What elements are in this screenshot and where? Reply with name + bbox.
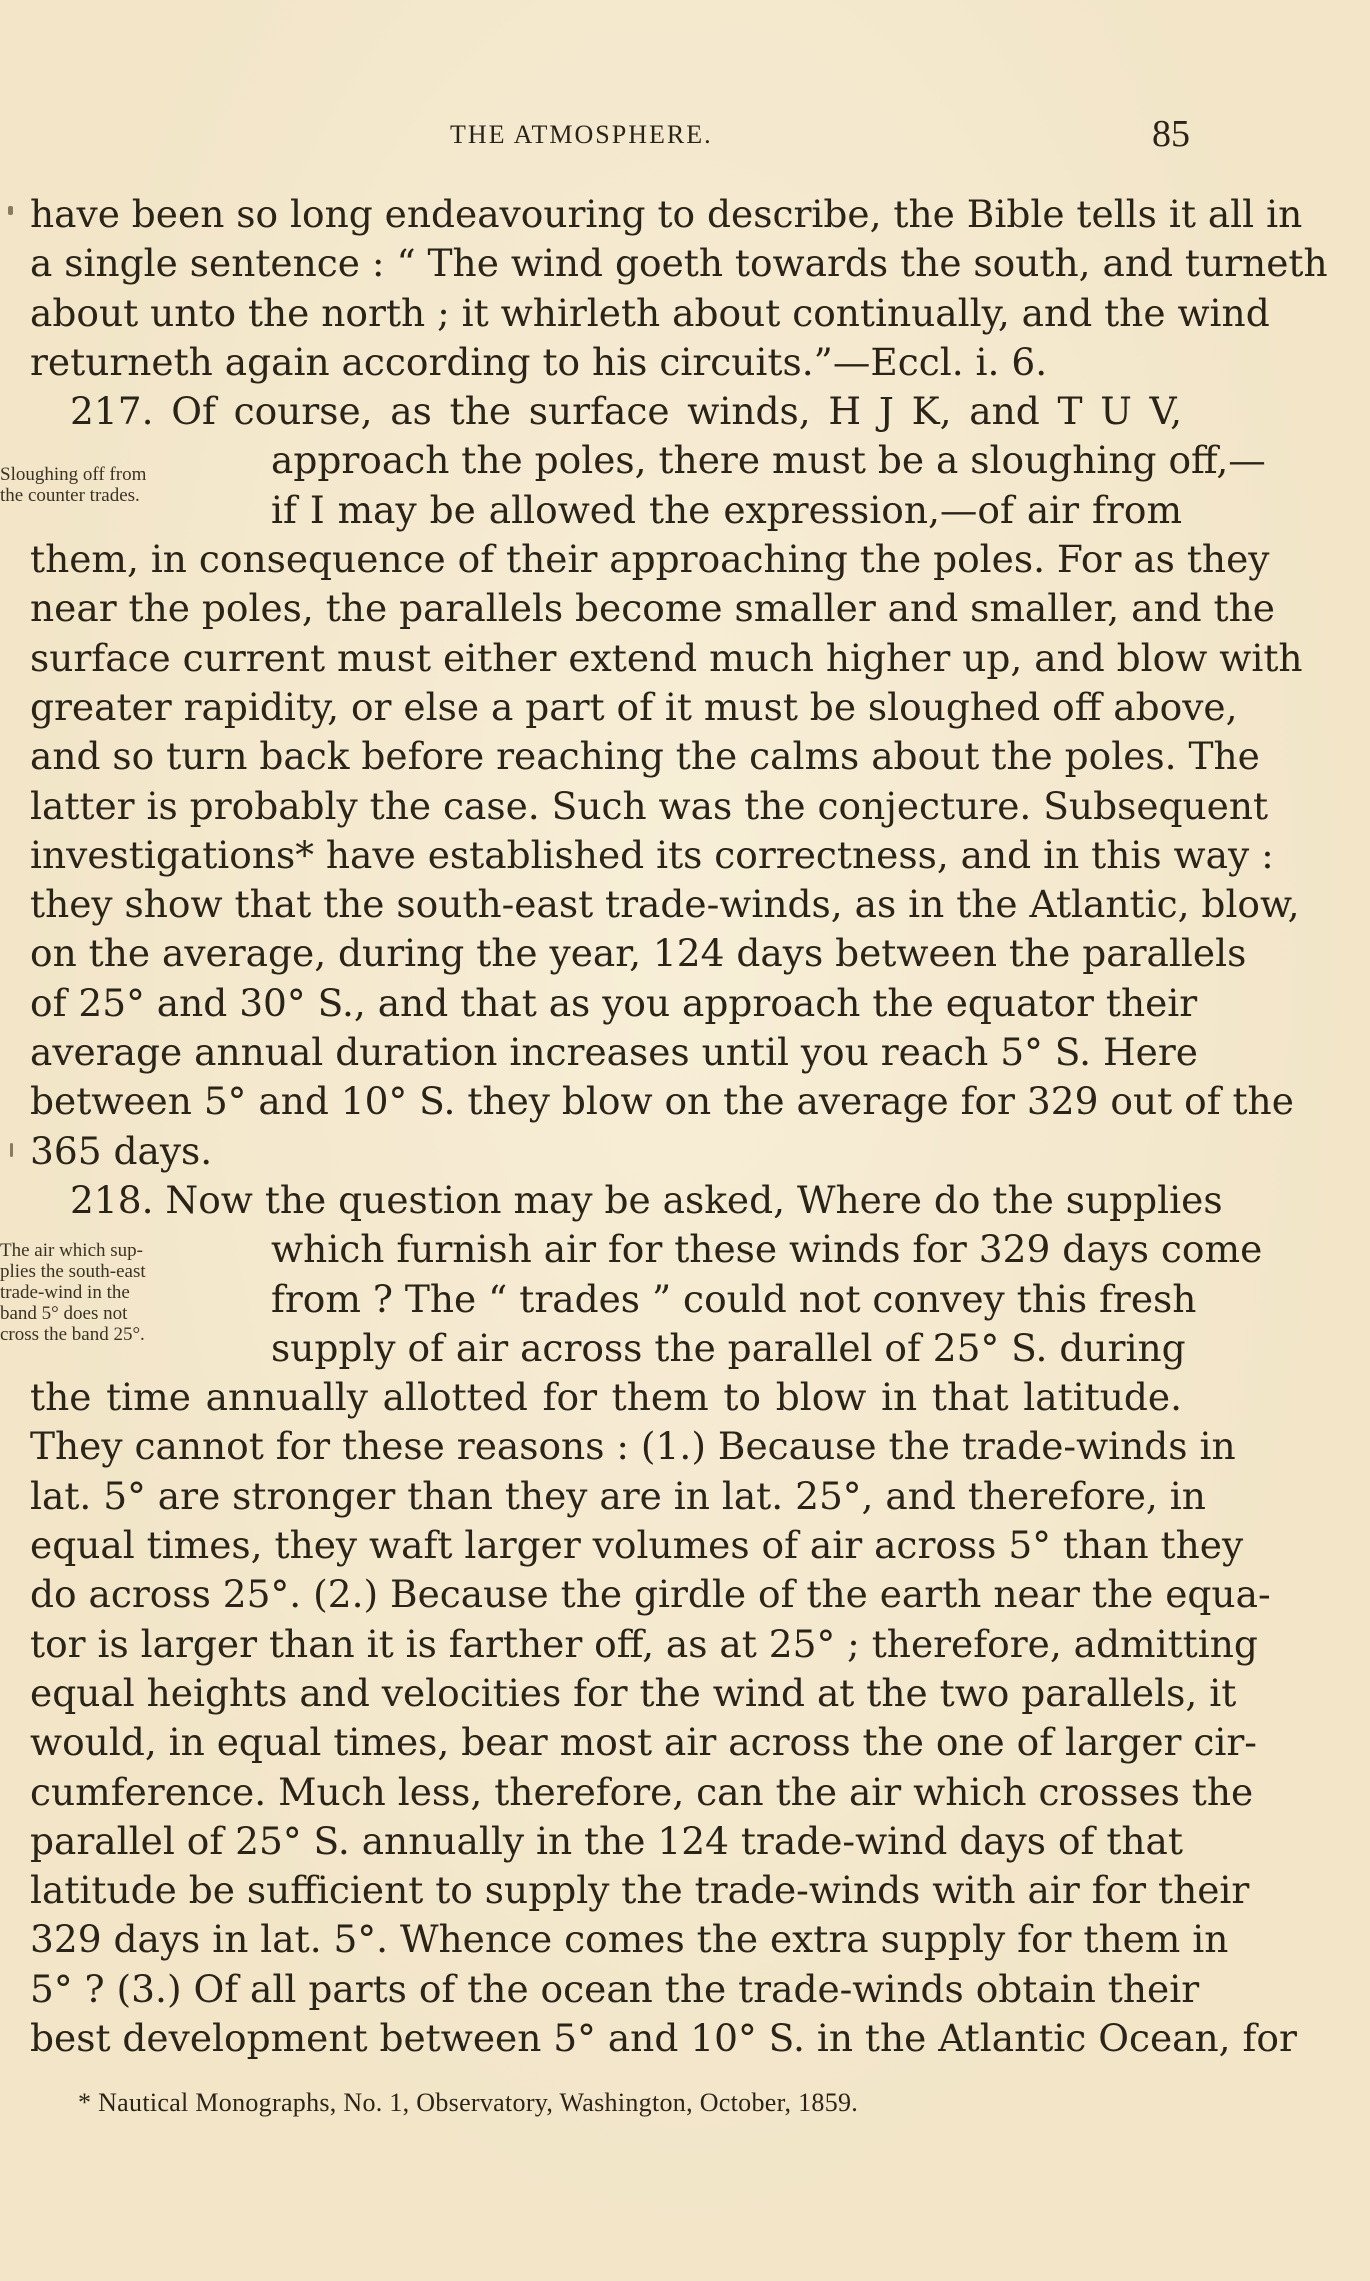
text-line: of 25° and 30° S., and that as you approach the equator their [30,980,1198,1025]
text-line: do across 25°. (2.) Because the girdle of the earth near the equa- [30,1572,1271,1617]
text-line: average annual duration increases until you reach 5° S. Here [30,1030,1198,1075]
text-line: 365 days. [30,1128,213,1173]
text-line: equal times, they waft larger volumes of air across 5° than they [30,1523,1244,1568]
text-line: have been so long endeavouring to describe, the Bible tells it all in [30,192,1303,236]
body-text [30,190,1328,2063]
text-line: supply of air across the parallel of 25° S. during [271,1325,1186,1370]
text-line: about unto the north ; it whirleth about continually, and the wind [30,290,1270,335]
text-line: best development between 5° and 10° S. in the Atlantic Ocean, for [30,2015,1297,2060]
text-line: 5° ? (3.) Of all parts of the ocean the trade-winds obtain their [30,1966,1200,2011]
text-line: latitude be sufficient to supply the trade-winds with air for their [30,1868,1250,1913]
side-note-line: cross the band 25°. [0,1324,145,1345]
text-line: and so turn back before reaching the calms about the poles. The [30,734,1260,779]
text-line: cumference. Much less, therefore, can the air which crosses the [30,1769,1254,1814]
text-line: returneth again according to his circuits.”—Eccl. i. 6. [30,339,1048,384]
text-line: approach the poles, there must be a sloughing off,— [271,438,1266,483]
text-line: near the poles, the parallels become smaller and smaller, and the [30,586,1275,631]
page-number: 85 [1152,113,1190,155]
text-line: They cannot for these reasons : (1.) Because the trade-winds in [30,1424,1236,1469]
text-line: investigations* have established its correctness, and in this way : [30,832,1274,877]
text-line: they show that the south-east trade-winds, as in the Atlantic, blow, [30,882,1300,927]
side-note-line: Sloughing off from [0,464,147,485]
side-note-line: trade-wind in the [0,1282,130,1303]
text-line: 329 days in lat. 5°. Whence comes the extra supply for them in [30,1917,1229,1962]
text-line: from ? The “ trades ” could not convey this fresh [271,1276,1197,1321]
text-line: latter is probably the case. Such was the conjecture. Subsequent [30,783,1269,828]
margin-mark [8,206,13,215]
text-line: tor is larger than it is farther off, as at 25° ; therefore, admitting [30,1621,1258,1666]
side-note-line: band 5° does not [0,1303,128,1324]
text-line: surface current must either extend much higher up, and blow with [30,635,1303,680]
side-note-line: plies the south-east [0,1261,146,1282]
text-line: the time annually allotted for them to blow in that latitude. [30,1375,1182,1420]
text-line: which furnish air for these winds for 329 days come [271,1227,1263,1272]
text-line: a single sentence : “ The wind goeth towards the south, and turneth [30,241,1328,286]
text-line: them, in consequence of their approaching the poles. For as they [30,537,1270,582]
text-line: greater rapidity, or else a part of it must be sloughed off above, [30,684,1238,729]
text-line: on the average, during the year, 124 days between the parallels [30,931,1247,976]
margin-mark [10,1143,13,1157]
text-line: between 5° and 10° S. they blow on the average for 329 out of the [30,1079,1294,1124]
side-note-line: The air which sup- [0,1240,143,1261]
paragraph-218-start: 218. Now the question may be asked, Where do the supplies [70,1177,1223,1222]
text-line: parallel of 25° S. annually in the 124 trade-wind days of that [30,1818,1183,1863]
text-line: if I may be allowed the expression,—of air from [271,487,1182,532]
running-head: THE ATMOSPHERE. [450,120,713,149]
footnote: * Nautical Monographs, No. 1, Observatory, Washington, October, 1859. [78,2088,859,2117]
text-line: lat. 5° are stronger than they are in lat. 25°, and therefore, in [30,1473,1206,1518]
page-header [450,112,1190,162]
side-note-line: the counter trades. [0,485,140,506]
paragraph-217-start: 217. Of course, as the surface winds, H J K, and T U V, [70,389,1182,434]
text-line: would, in equal times, bear most air across the one of larger cir- [30,1720,1257,1765]
text-line: equal heights and velocities for the wind at the two parallels, it [30,1670,1237,1715]
